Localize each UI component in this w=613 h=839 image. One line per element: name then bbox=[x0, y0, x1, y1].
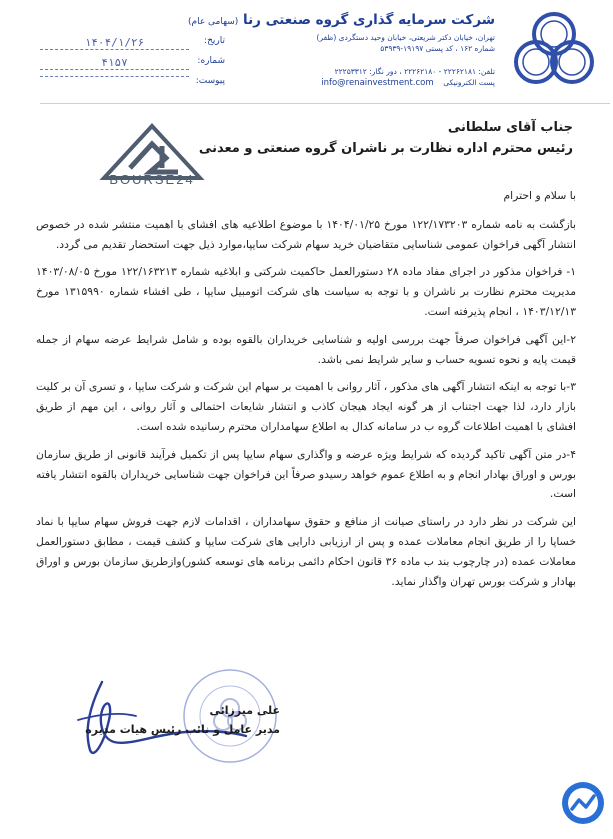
addressee bbox=[193, 120, 573, 156]
letter-body bbox=[36, 186, 576, 599]
email-label: پست الکترونیکی bbox=[443, 78, 495, 87]
company-suffix: (سهامی عام) bbox=[188, 17, 239, 27]
paragraph-item-1: ۱- فراخوان مذکور در اجرای مفاد ماده ۲۸ دستورالعمل حاکمیت شرکتی و ابلاغیه شماره ۱۲۲/۱۶۳۲۱۳ مورخ ۱۴۰۳/۰۸/۰۵ مدیریت محترم نظارت بر ناشران و با توجه به سیاست های شرکت اتومبیل سایپا ، طی افشاء شماره ۱۳۱۵۹۹۰ مورخ ۱۴۰۳/۱۲/۱۳ ، انجام پذیرفته است. bbox=[36, 265, 576, 318]
number-row bbox=[40, 56, 225, 71]
address-line-2: شماره ۱۶۲ ، کد پستی ۱۹۱۹۷-۵۳۹۳۹ bbox=[380, 44, 495, 53]
company-name-text: شرکت سرمایه گذاری گروه صنعتی رنا bbox=[243, 12, 495, 28]
email-row bbox=[235, 77, 495, 89]
number-value: ۴۱۵۷ bbox=[40, 56, 189, 70]
contact-block bbox=[235, 66, 495, 89]
phone-line: تلفن: ۲۲۲۶۲۱۸۱ - ۲۲۲۶۲۱۸۰ ، دور نگار: ۲۲۲۵۳۳۱۲ bbox=[334, 67, 495, 76]
header-divider bbox=[40, 103, 610, 104]
corner-badge-icon bbox=[560, 780, 606, 826]
date-label: تاریخ: bbox=[204, 36, 225, 46]
signatory-name: علی میرزائی bbox=[209, 704, 280, 717]
paragraph-item-3: ۳-با توجه به اینکه انتشار آگهی های مذکور ، آثار روانی با اهمیت بر سهام این شرکت و شرکت سایپا ، و تسری آن بر کلیت بازار دارد، لذا جهت اجتناب از هر گونه ایجاد هیجان کاذب و انتشار شایعات احتمالی و آثار روانی ، این مهم از طریق افشای با اهمیت اطلاعات گروه ب در سامانه کدال به اطلاع سهامداران محترم رسانیده شده است. bbox=[36, 380, 576, 433]
bourse24-wordmark: BOURSE24 bbox=[109, 172, 195, 187]
greeting: با سلام و احترام bbox=[503, 189, 576, 202]
attachment-value bbox=[40, 76, 189, 77]
letter-meta bbox=[40, 36, 225, 96]
date-row bbox=[40, 36, 225, 51]
signatory-title: مدیر عامل و نائب رئیس هیات مدیره bbox=[85, 723, 280, 736]
paragraph-intro: بازگشت به نامه شماره ۱۲۲/۱۷۳۲۰۳ مورخ ۱۴۰۴/۰۱/۲۵ با موضوع اطلاعیه های افشای با اهمیت منتشر شده در خصوص انتشار آگهی فراخوان عمومی شناسایی متقاضیان خرید سهام شرکت سایپا،موارد ذیل جهت استحضار تقدیم می گردد. bbox=[36, 217, 576, 251]
paragraph-item-4: ۴-در متن آگهی تاکید گردیده که شرایط ویژه عرضه و واگذاری سهام سایپا پس از تکمیل فرآیند قانونی از طریق سازمان بورس و اوراق بهادار انجام و به اطلاع عموم خواهد رسیدو صرفاً این فراخوان جهت شناسایی خریداران بالقوه انتشار یافته است. bbox=[36, 447, 576, 501]
addressee-name: جناب آقای سلطانی bbox=[447, 120, 573, 135]
email-address[interactable]: info@renainvestment.com bbox=[321, 78, 434, 88]
attachment-label: پیوست: bbox=[195, 76, 225, 86]
paragraph-closing: این شرکت در نظر دارد در راستای صیانت از منافع و حقوق سهامداران ، اقدامات لازم جهت فروش سهام سایپا با نماد خساپا را از طریق انجام معاملات عمده و پس از ارزیابی دارایی های شرکت سایپا و کشف قیمت ، مطابق دستورالعمل معاملات عمده (در چارچوب بند ب ماده ۳۶ قانون احکام دائمی برنامه های توسعه کشور)وازطریق سازمان بورس و اوراق بهادار و شرکت بورس تهران واگذار نماید. bbox=[36, 515, 576, 588]
number-label: شماره: bbox=[197, 56, 225, 66]
company-name bbox=[188, 12, 495, 28]
attachment-row bbox=[40, 76, 225, 91]
addressee-title: رئیس محترم اداره نظارت بر ناشران گروه صنعتی و معدنی bbox=[198, 141, 573, 156]
signature-block bbox=[60, 704, 280, 736]
date-value: ۱۴۰۴/۱/۲۶ bbox=[40, 36, 189, 50]
company-logo-icon bbox=[506, 8, 602, 88]
address-line-1: تهران، خیابان دکتر شریعتی، خیابان وحید دستگردی (ظفر) bbox=[316, 33, 495, 42]
paragraph-item-2: ۲-این آگهی فراخوان صرفاً جهت بررسی اولیه و شناسایی خریداران بالقوه بوده و شامل شرایط عرضه سهام از جمله قیمت پایه و نحوه تسویه حساب و سایر شرایط نمی باشد. bbox=[36, 332, 576, 366]
